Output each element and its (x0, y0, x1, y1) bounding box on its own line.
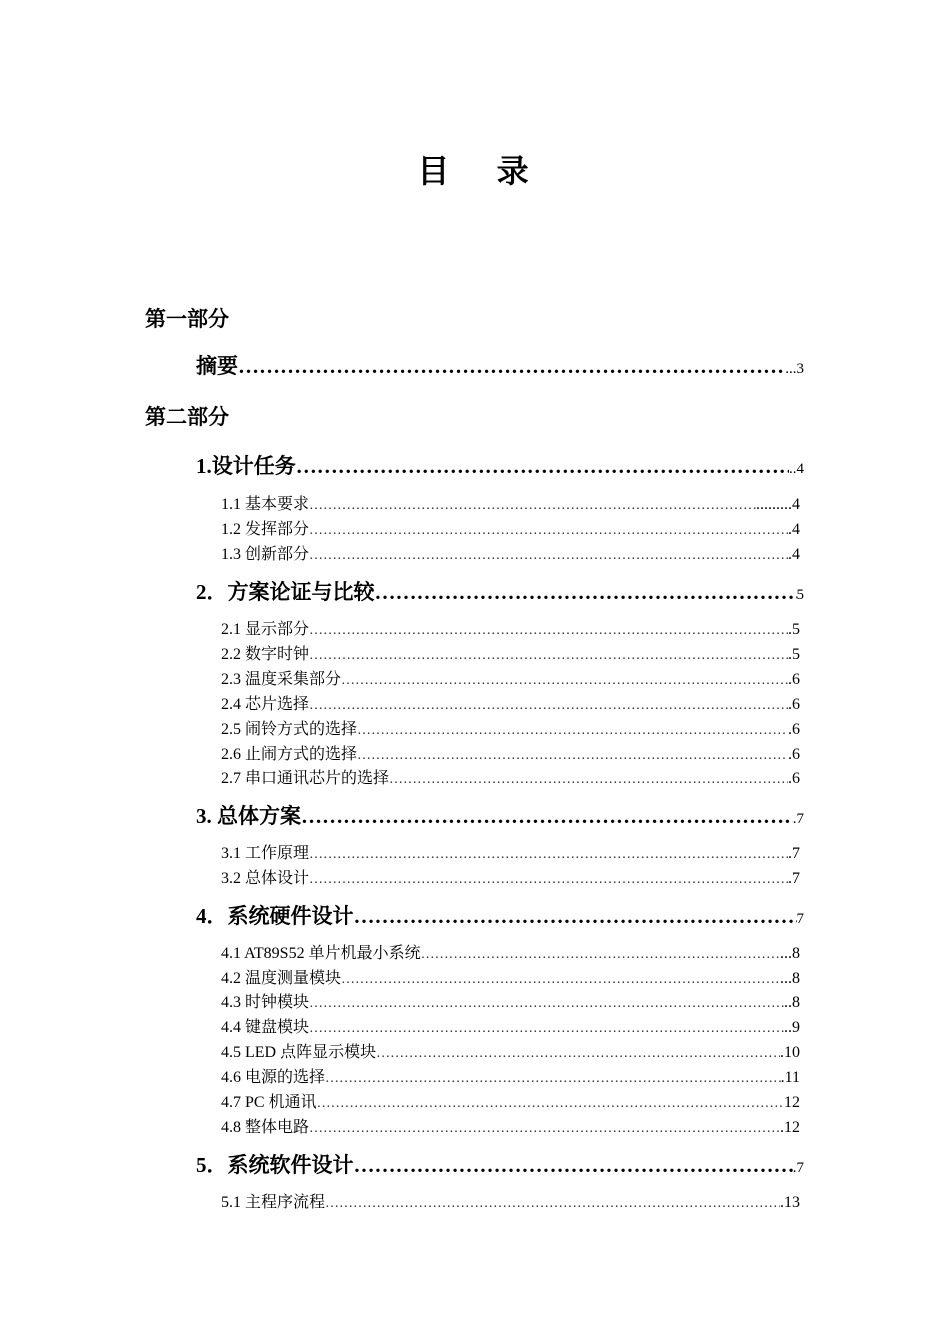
toc-entry-abstract[interactable] (196, 350, 804, 380)
toc-entry-1-1[interactable] (221, 491, 800, 514)
toc-entry-page: ..4 (789, 461, 804, 477)
leader-dots (309, 548, 788, 564)
toc-entry-4-8[interactable] (221, 1114, 800, 1137)
toc-entry-label: 2.4 芯片选择 (221, 696, 310, 713)
toc-entry-4-4[interactable] (221, 1014, 800, 1037)
leader-dots (354, 904, 797, 929)
toc-entry-label: 4.8 整体电路 (221, 1119, 310, 1136)
toc-entry-label: 2.7 串口通讯芯片的选择 (221, 770, 390, 787)
toc-title: 目 录 (417, 152, 547, 190)
toc-entry-label: 3. 总体方案 (196, 804, 301, 828)
toc-entry-page: .4 (788, 546, 800, 563)
part-heading-2: 第二部分 (145, 405, 229, 429)
toc-entry-page: 5 (796, 587, 804, 603)
toc-entry-page: ...3 (785, 361, 804, 377)
toc-entry-label: 4.7 PC 机通讯 (221, 1094, 317, 1111)
toc-entry-1-2[interactable] (221, 516, 800, 539)
leader-dots (325, 1196, 780, 1212)
toc-entry-3-2[interactable] (221, 865, 800, 888)
toc-entry-label: 3.2 总体设计 (221, 870, 310, 887)
toc-entry-5-1[interactable] (221, 1189, 800, 1212)
toc-entry-page: 7 (796, 911, 804, 927)
leader-dots (354, 1153, 793, 1178)
leader-dots (375, 580, 797, 605)
toc-entry-page: .7 (788, 870, 800, 887)
leader-dots (309, 1121, 780, 1137)
toc-entry-label: 4.1 AT89S52 单片机最小系统 (221, 945, 421, 962)
toc-entry-label: 2.3 温度采集部分 (221, 671, 342, 688)
toc-entry-3-1[interactable] (221, 840, 800, 863)
leader-dots (357, 748, 788, 764)
toc-entry-page: ...8 (780, 970, 800, 987)
leader-dots (389, 772, 788, 788)
toc-entry-label: 2.5 闹铃方式的选择 (221, 721, 358, 738)
toc-entry-3[interactable] (196, 800, 804, 830)
leader-dots (309, 698, 788, 714)
leader-dots (309, 648, 788, 664)
toc-entry-2-3[interactable] (221, 666, 800, 689)
toc-entry-page: .........4 (756, 496, 800, 513)
toc-entry-2[interactable] (196, 576, 804, 606)
toc-entry-label: 1.1 基本要求 (221, 496, 310, 513)
toc-entry-page: .6 (788, 671, 800, 688)
toc-entry-page: .7 (792, 811, 804, 827)
toc-entry-label: 4.2 温度测量模块 (221, 970, 342, 987)
toc-entry-2-1[interactable] (221, 616, 800, 639)
toc-entry-page: .12 (780, 1119, 800, 1136)
toc-entry-label: 4.5 LED 点阵显示模块 (221, 1044, 377, 1061)
toc-entry-label: 2.1 显示部分 (221, 621, 310, 638)
toc-entry-label: 3.1 工作原理 (221, 845, 310, 862)
toc-entry-page: .6 (788, 696, 800, 713)
toc-entry-label: 4.4 键盘模块 (221, 1019, 310, 1036)
toc-entry-label: 1.2 发挥部分 (221, 521, 310, 538)
toc-entry-page: .13 (780, 1194, 800, 1211)
toc-entry-page: ...8 (780, 945, 800, 962)
toc-entry-4-5[interactable] (221, 1039, 800, 1062)
leader-dots (309, 1021, 784, 1037)
leader-dots (325, 1071, 781, 1087)
toc-entry-label: 1.3 创新部分 (221, 546, 310, 563)
toc-entry-page: .11 (780, 1069, 800, 1086)
toc-entry-1-3[interactable] (221, 541, 800, 564)
leader-dots (301, 804, 793, 829)
leader-dots (309, 847, 788, 863)
toc-entry-label: 4.6 电源的选择 (221, 1069, 326, 1086)
leader-dots (376, 1046, 780, 1062)
toc-entry-page: .10 (780, 1044, 800, 1061)
leader-dots (341, 972, 780, 988)
leader-dots (357, 723, 788, 739)
toc-entry-label: 4．系统硬件设计 (196, 904, 354, 928)
toc-entry-page: .5 (788, 621, 800, 638)
leader-dots (421, 947, 780, 963)
part-heading-1: 第一部分 (145, 307, 229, 331)
toc-entry-label: 1.设计任务 (196, 454, 296, 478)
toc-entry-label: 2.2 数字时钟 (221, 646, 310, 663)
toc-entry-page: .7 (792, 1160, 804, 1176)
toc-entry-page: .6 (788, 746, 800, 763)
toc-entry-2-2[interactable] (221, 641, 800, 664)
leader-dots (296, 454, 789, 479)
toc-entry-2-5[interactable] (221, 716, 800, 739)
toc-entry-page: ..9 (784, 1019, 800, 1036)
toc-entry-4-2[interactable] (221, 965, 800, 988)
leader-dots (309, 523, 788, 539)
toc-entry-4-1[interactable] (221, 940, 800, 963)
leader-dots (309, 872, 788, 888)
leader-dots (238, 354, 785, 379)
toc-entry-1[interactable] (196, 450, 804, 480)
leader-dots (341, 673, 788, 689)
leader-dots (317, 1096, 784, 1112)
toc-entry-page: ..8 (784, 994, 800, 1011)
toc-entry-2-7[interactable] (221, 765, 800, 788)
toc-entry-4-6[interactable] (221, 1064, 800, 1087)
toc-entry-page: 12 (784, 1094, 800, 1111)
toc-entry-4-3[interactable] (221, 989, 800, 1012)
toc-entry-page: .7 (788, 845, 800, 862)
toc-entry-5[interactable] (196, 1149, 804, 1179)
toc-entry-label: 5.1 主程序流程 (221, 1194, 326, 1211)
toc-entry-page: .6 (788, 770, 800, 787)
toc-entry-2-6[interactable] (221, 741, 800, 764)
leader-dots (309, 498, 756, 514)
toc-entry-2-4[interactable] (221, 691, 800, 714)
toc-entry-label: 5．系统软件设计 (196, 1153, 354, 1177)
toc-entry-label: 4.3 时钟模块 (221, 994, 310, 1011)
toc-entry-page: .4 (788, 521, 800, 538)
toc-entry-4-7[interactable] (221, 1089, 800, 1112)
toc-entry-page: .5 (788, 646, 800, 663)
toc-entry-label: 摘要 (196, 354, 238, 378)
leader-dots (309, 623, 788, 639)
leader-dots (309, 996, 784, 1012)
toc-entry-4[interactable] (196, 900, 804, 930)
toc-entry-label: 2.6 止闹方式的选择 (221, 746, 358, 763)
toc-entry-page: .6 (788, 721, 800, 738)
toc-entry-label: 2．方案论证与比较 (196, 580, 375, 604)
